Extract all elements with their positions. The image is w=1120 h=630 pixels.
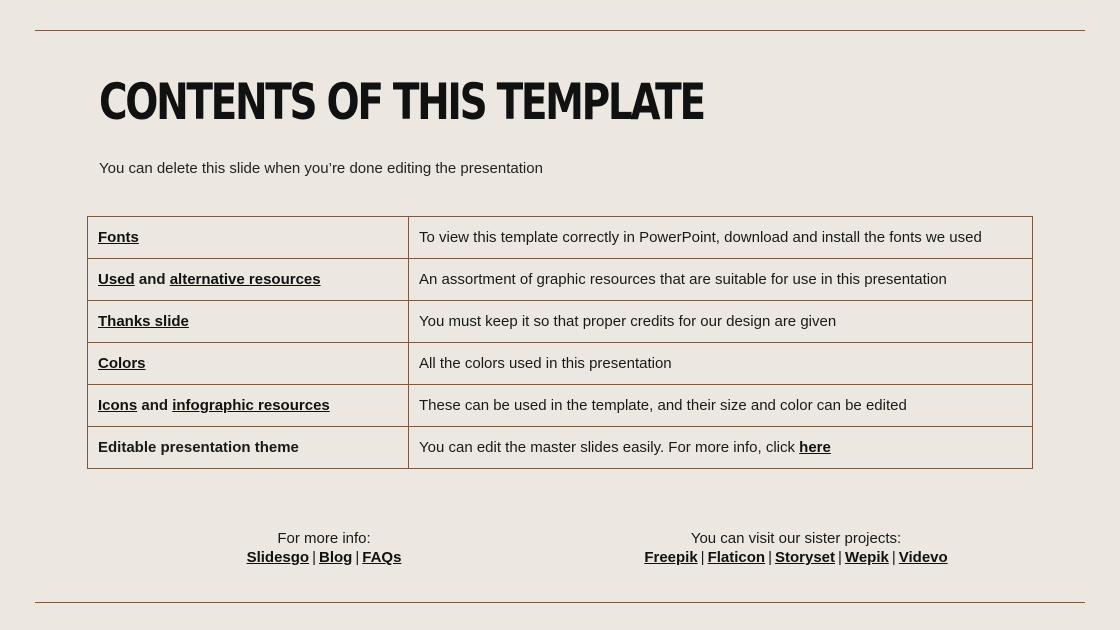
resource-name-cell: [88, 385, 409, 427]
link-separator: |: [700, 549, 705, 566]
footer-sister-projects-label: You can visit our sister projects:: [690, 530, 902, 547]
resource-description: All the colors used in this presentation: [419, 355, 672, 372]
footer-sister-projects-links: [596, 548, 996, 567]
resource-description: These can be used in the template, and their size and color can be edited: [419, 397, 907, 414]
resource-description-cell: [409, 217, 1033, 259]
resource-name-cell: [88, 259, 409, 301]
link-wepik[interactable]: Wepik: [844, 549, 889, 566]
resource-name-text: and: [137, 397, 173, 414]
link-separator: |: [838, 549, 842, 566]
resource-name-cell: [88, 343, 409, 385]
link-fonts[interactable]: Fonts: [98, 229, 139, 246]
footer-more-info-label: For more info:: [277, 530, 371, 547]
table-row: [88, 343, 1033, 385]
top-divider: [35, 30, 1085, 31]
resource-description: To view this template correctly in PowerPoint, download and install the fonts we used: [419, 229, 982, 246]
link-alternative-resources[interactable]: alternative resources: [169, 271, 321, 288]
resource-description-cell: [409, 427, 1033, 469]
resource-name-text: Editable presentation theme: [98, 439, 299, 456]
resource-name-cell: [88, 217, 409, 259]
link-freepik[interactable]: Freepik: [644, 549, 698, 566]
footer-sister-projects: [596, 529, 996, 567]
table-row: [88, 259, 1033, 301]
link-icons[interactable]: Icons: [98, 397, 138, 414]
resource-description-cell: [409, 385, 1033, 427]
link-used[interactable]: Used: [98, 271, 135, 288]
footer-more-info: [224, 529, 424, 567]
contents-table: [87, 216, 1033, 469]
resource-description: You must keep it so that proper credits for our design are given: [419, 313, 837, 330]
resource-description-cell: [409, 259, 1033, 301]
footer-more-info-links: [224, 548, 424, 567]
resource-name-cell: [88, 301, 409, 343]
link-slidesgo[interactable]: Slidesgo: [246, 549, 310, 566]
resource-description: You can edit the master slides easily. For more info, click: [419, 439, 800, 456]
table-row: [88, 217, 1033, 259]
table-row: [88, 427, 1033, 469]
link-here[interactable]: here: [799, 439, 831, 456]
link-videvo[interactable]: Videvo: [898, 549, 948, 566]
link-separator: |: [891, 549, 896, 566]
table-row: [88, 301, 1033, 343]
resource-description: An assortment of graphic resources that are suitable for use in this presentation: [419, 271, 947, 288]
link-thanks-slide[interactable]: Thanks slide: [98, 313, 189, 330]
resource-name-cell: [88, 427, 409, 469]
link-flaticon[interactable]: Flaticon: [707, 549, 766, 566]
slide-subtitle: You can delete this slide when you’re done editing the presentation: [99, 160, 543, 177]
link-storyset[interactable]: Storyset: [775, 549, 836, 566]
link-separator: |: [312, 549, 316, 566]
bottom-divider: [35, 602, 1085, 603]
link-colors[interactable]: Colors: [98, 355, 146, 372]
link-separator: |: [768, 549, 772, 566]
resource-name-text: and: [134, 271, 170, 288]
slide-title: CONTENTS OF THIS TEMPLATE: [99, 73, 704, 131]
resource-description-cell: [409, 301, 1033, 343]
resource-description-cell: [409, 343, 1033, 385]
link-separator: |: [355, 549, 360, 566]
link-faqs[interactable]: FAQs: [362, 549, 402, 566]
link-infographic-resources[interactable]: infographic resources: [172, 397, 330, 414]
table-row: [88, 385, 1033, 427]
link-blog[interactable]: Blog: [319, 549, 353, 566]
